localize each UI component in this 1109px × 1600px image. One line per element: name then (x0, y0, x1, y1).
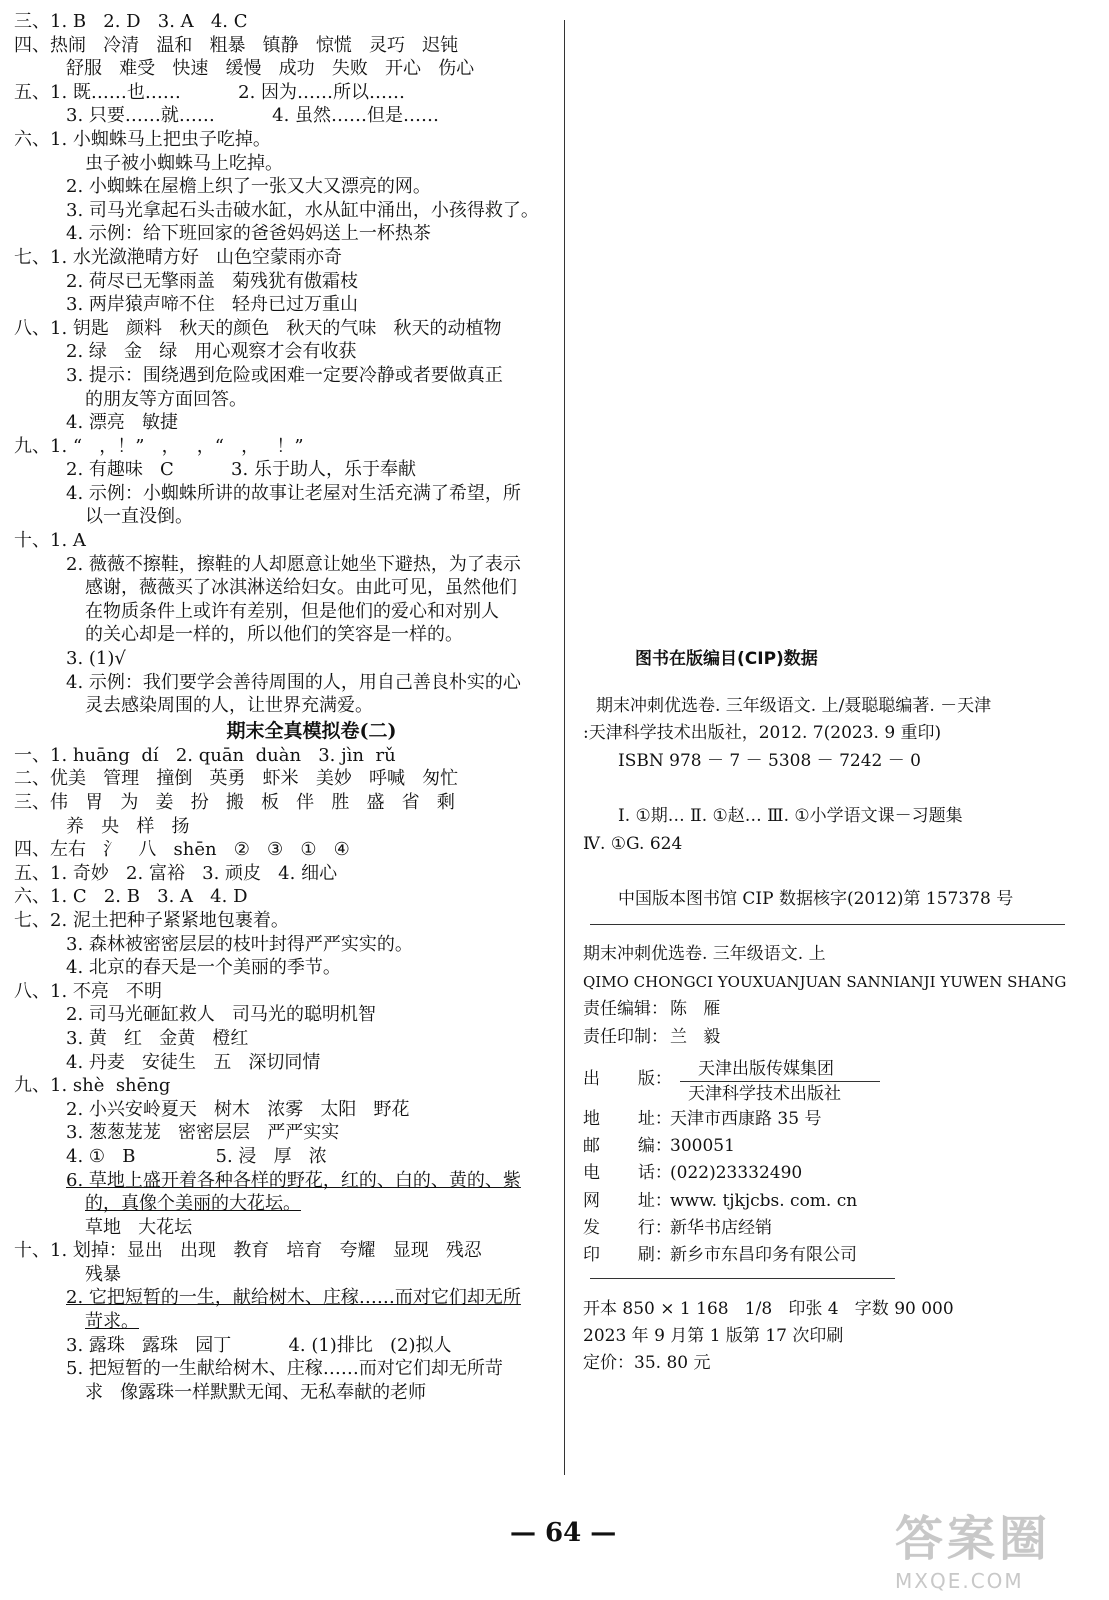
watermark-url: MXQE.COM (895, 1569, 1024, 1593)
page-number: — 64 — (510, 1518, 617, 1548)
answer-line: 4. ① B 5. 浸 厚 浓 (66, 1145, 327, 1167)
answer-line: 四、左右 氵 八 shēn ② ③ ① ④ (14, 839, 350, 861)
answer-line: 灵去感染周围的人，让世界充满爱。 (85, 695, 373, 717)
watermark-logo (895, 1500, 1100, 1595)
answer-line: 3. 两岸猿声啼不住 轻舟已过万重山 (66, 294, 359, 316)
answer-line: 五、1. 既……也…… 2. 因为……所以…… (14, 81, 406, 103)
answer-line: 4. 漂亮 敏捷 (66, 412, 179, 434)
answer-line: 在物质条件上或许有差别，但是他们的爱心和对别人 (85, 600, 499, 622)
answer-line: 残暴 (85, 1263, 121, 1285)
answer-line: 感谢，薇薇买了冰淇淋送给妇女。由此可见，虽然他们 (85, 577, 517, 599)
answer-line: 的朋友等方面回答。 (85, 388, 247, 410)
print-manager-label: 责任印制： (583, 1027, 668, 1047)
answer-line: 3. (1)√ (66, 648, 126, 670)
editor-label: 责任编辑： (583, 999, 668, 1019)
zip-label: 邮 编： (583, 1136, 672, 1156)
answer-line: 八、1. 不亮 不明 (14, 980, 163, 1002)
phone-label: 电 话： (583, 1163, 672, 1183)
book-title-cn: 期末冲刺优选卷. 三年级语文. 上 (583, 944, 826, 964)
answer-line: 2. 荷尽已无擎雨盖 菊残犹有傲霜枝 (66, 270, 359, 292)
cip-line-4: Ⅰ. ①期… Ⅱ. ①赵… Ⅲ. ①小学语文课－习题集 (618, 806, 963, 826)
answer-line: 以一直没倒。 (85, 506, 193, 528)
cip-line-6: 中国版本图书馆 CIP 数据核字(2012)第 157378 号 (618, 889, 1014, 909)
answer-line: 3. 司马光拿起石头击破水缸，水从缸中涌出，小孩得救了。 (66, 199, 539, 221)
phone-value: (022)23332490 (670, 1163, 803, 1183)
answer-line: 九、1. “ ，！” ， ，“ ， ！” (14, 435, 304, 457)
divider-line-2 (590, 1278, 895, 1279)
price-info: 定价：35. 80 元 (583, 1353, 711, 1373)
zip-value: 300051 (670, 1136, 735, 1156)
watermark-text: 答案圈 (895, 1511, 1052, 1567)
edition-info: 2023 年 9 月第 1 版第 17 次印刷 (583, 1326, 844, 1346)
answer-line: 四、热闹 冷清 温和 粗暴 镇静 惊慌 灵巧 迟钝 (14, 34, 459, 56)
publisher-block (680, 1058, 880, 1105)
distributor-value: 新华书店经销 (670, 1218, 772, 1238)
website-label: 网 址： (583, 1191, 672, 1211)
answer-line: 二、优美 管理 撞倒 英勇 虾米 美妙 呼喊 匆忙 (14, 768, 459, 790)
left-column (14, 10, 549, 1404)
answer-line: 2. 小兴安岭夏天 树木 浓雾 太阳 野花 (66, 1098, 410, 1120)
answer-line: 2. 司马光砸缸救人 司马光的聪明机智 (66, 1004, 377, 1026)
answer-line: 4. 示例：给下班回家的爸爸妈妈送上一杯热茶 (66, 223, 431, 245)
website-value: www. tjkjcbs. com. cn (670, 1191, 858, 1211)
answer-line: 九、1. shè shēng (14, 1075, 171, 1097)
answer-line: 4. 示例：小蜘蛛所讲的故事让老屋对生活充满了希望，所 (66, 482, 521, 504)
answer-line: 一、1. huāng dí 2. quān duàn 3. jìn rǔ (14, 744, 396, 766)
publisher-underline (680, 1081, 880, 1082)
publisher-name: 天津科学技术出版社 (688, 1084, 841, 1104)
answer-line: 3. 森林被密密层层的枝叶封得严严实实的。 (66, 933, 413, 955)
book-title-pinyin: QIMO CHONGCI YOUXUANJUAN SANNIANJI YUWEN SHANG (583, 973, 1067, 991)
cip-line-2: :天津科学技术出版社，2012. 7(2023. 9 重印) (583, 723, 942, 743)
answer-line: 2. 小蜘蛛在屋檐上织了一张又大又漂亮的网。 (66, 176, 431, 198)
answer-line: 3. 露珠 露珠 园丁 4. (1)排比 (2)拟人 (66, 1334, 452, 1356)
answer-line: 六、1. 小蜘蛛马上把虫子吃掉。 (14, 128, 271, 150)
answer-line: 求 像露珠一样默默无闻、无私奉献的老师 (85, 1381, 427, 1403)
answer-line: 八、1. 钥匙 颜料 秋天的颜色 秋天的气味 秋天的动植物 (14, 317, 502, 339)
answer-line: 4. 示例：我们要学会善待周围的人，用自己善良朴实的心 (66, 671, 521, 693)
answer-line: 2. 绿 金 绿 用心观察才会有收获 (66, 341, 357, 363)
answer-line: 2. 它把短暂的一生，献给树木、庄稼……而对它们却无所 (66, 1287, 521, 1309)
answer-line: 五、1. 奇妙 2. 富裕 3. 顽皮 4. 细心 (14, 862, 338, 884)
answer-line: 2. 薇薇不擦鞋，擦鞋的人却愿意让她坐下避热，为了表示 (66, 553, 521, 575)
answer-line: 4. 丹麦 安徒生 五 深切同情 (66, 1051, 321, 1073)
answer-line: 6. 草地上盛开着各种各样的野花，红的、白的、黄的、紫 (66, 1169, 521, 1191)
address-value: 天津市西康路 35 号 (670, 1109, 822, 1129)
answer-line: 4. 北京的春天是一个美丽的季节。 (66, 957, 341, 979)
answer-line: 十、1. A (14, 530, 86, 552)
answer-line: 的，真像个美丽的大花坛。 (85, 1193, 301, 1215)
answer-line: 三、伟 胃 为 姜 扮 搬 板 伴 胜 盛 省 剩 (14, 792, 455, 813)
answer-line: 5. 把短暂的一生献给树木、庄稼……而对它们却无所苛 (66, 1358, 503, 1380)
answer-line: 的关心却是一样的，所以他们的笑容是一样的。 (85, 624, 463, 646)
answer-line: 六、1. C 2. B 3. A 4. D (14, 886, 248, 908)
answer-line: 七、1. 水光潋滟晴方好 山色空蒙雨亦奇 (14, 246, 343, 268)
answer-line: 养 央 样 扬 (66, 815, 190, 837)
cip-title: 图书在版编目(CIP)数据 (635, 649, 818, 669)
print-manager-name: 兰 毅 (670, 1027, 721, 1047)
column-divider (564, 20, 565, 1475)
cip-line-5: Ⅳ. ①G. 624 (583, 834, 683, 854)
answer-line: 苛求。 (85, 1311, 139, 1333)
format-info: 开本 850 × 1 168 1/8 印张 4 字数 90 000 (583, 1299, 954, 1319)
divider-line (590, 924, 1065, 925)
printer-label: 印 刷： (583, 1245, 672, 1265)
answer-line: 舒服 难受 快速 缓慢 成功 失败 开心 伤心 (66, 58, 475, 80)
distributor-label: 发 行： (583, 1218, 672, 1238)
cip-line-1: 期末冲刺优选卷. 三年级语文. 上/聂聪聪编著. －天津 (596, 696, 992, 716)
printer-value: 新乡市东昌印务有限公司 (670, 1245, 857, 1265)
publisher-label: 出 版： (583, 1069, 672, 1089)
answer-line: 十、1. 划掉：显出 出现 教育 培育 夸耀 显现 残忍 (14, 1240, 482, 1262)
section-title: 期末全真模拟卷(二) (226, 719, 397, 742)
answer-line: 2. 有趣味 C 3. 乐于助人，乐于奉献 (66, 459, 416, 481)
answer-line: 3. 葱葱茏茏 密密层层 严严实实 (66, 1122, 340, 1144)
cip-isbn: ISBN 978 － 7 － 5308 － 7242 － 0 (618, 751, 921, 771)
answer-line: 七、2. 泥土把种子紧紧地包裹着。 (14, 909, 289, 931)
address-label: 地 址： (583, 1109, 672, 1129)
publisher-group: 天津出版传媒集团 (698, 1059, 834, 1079)
answer-line: 3. 黄 红 金黄 橙红 (66, 1027, 249, 1049)
answer-line: 虫子被小蜘蛛马上吃掉。 (85, 152, 283, 174)
answer-line: 3. 只要……就…… 4. 虽然……但是…… (66, 105, 440, 127)
answer-line: 草地 大花坛 (85, 1216, 193, 1238)
answer-line: 3. 提示：围绕遇到危险或困难一定要冷静或者要做真正 (66, 364, 503, 386)
answer-line: 三、1. B 2. D 3. A 4. C (14, 11, 248, 32)
editor-name: 陈 雁 (670, 999, 721, 1019)
